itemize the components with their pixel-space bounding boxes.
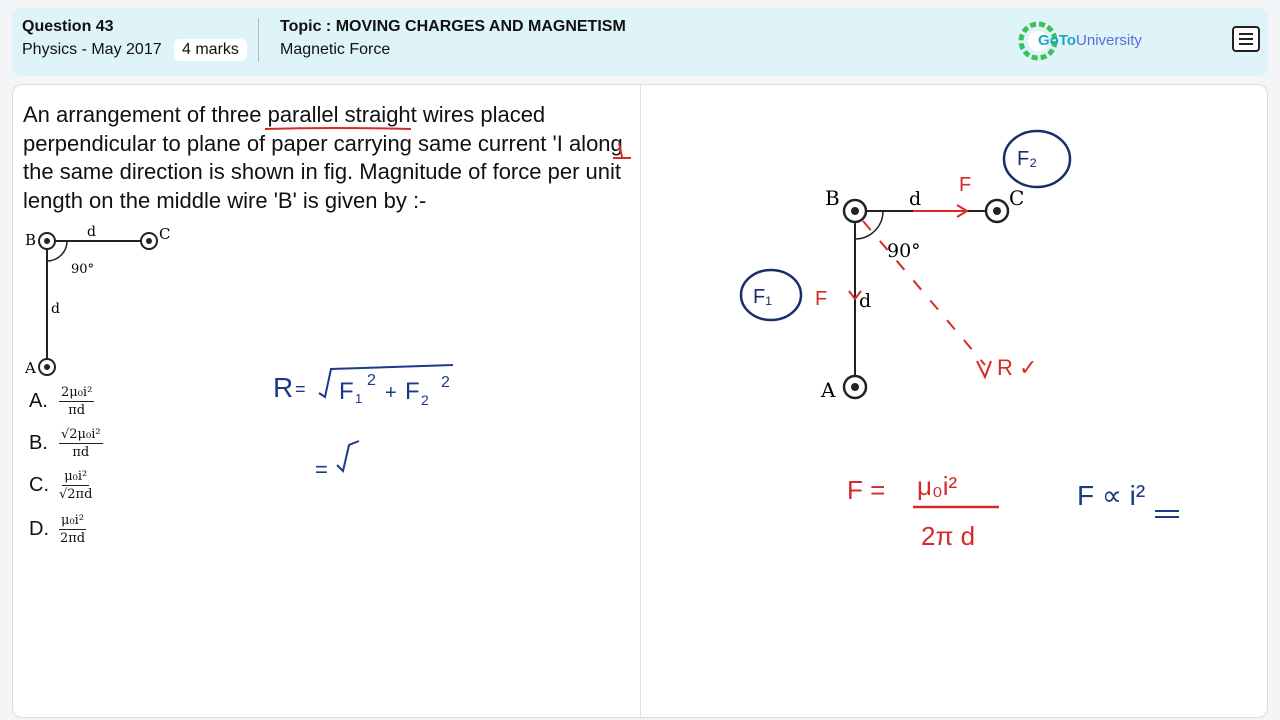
option-b-label: B. [29, 431, 48, 454]
menu-icon-line [1239, 33, 1253, 35]
right-label-c: C [1009, 186, 1025, 210]
option-a-denominator: πd [68, 402, 86, 418]
option-a-fraction [59, 385, 94, 418]
option-b[interactable] [29, 423, 103, 463]
logo-text-goto: GoTo [1038, 32, 1077, 49]
header-bar [12, 8, 1268, 76]
question-card [12, 84, 1268, 718]
proportionality-handwriting [1073, 471, 1213, 531]
question-title: Question 43 [22, 18, 114, 35]
menu-icon-line [1239, 43, 1253, 45]
resultant-dashed-line [863, 221, 985, 365]
option-c-numerator: μ₀i² [64, 468, 88, 484]
wire-arrangement-figure [21, 225, 191, 385]
force-formula-handwriting [843, 465, 1023, 555]
right-angle-label: 90° [887, 240, 921, 262]
fig-angle-label: 90° [71, 262, 95, 277]
logo-text-university: University [1076, 32, 1142, 49]
formula-denominator: 2π d [921, 521, 976, 551]
f2-circle [1004, 131, 1070, 187]
fig-label-d-top: d [87, 224, 96, 240]
option-c-fraction [59, 469, 92, 502]
option-b-fraction [59, 427, 103, 460]
hw-sq2: 2 [441, 374, 450, 391]
f1-label: F₁ [753, 286, 772, 308]
option-d-label: D. [29, 517, 49, 540]
fig-label-d-side: d [51, 301, 60, 317]
red-R-check: R ✓ [997, 355, 1038, 380]
hw-eq: = [295, 379, 306, 399]
option-b-numerator: √2μ₀i² [61, 426, 101, 442]
hw-sub1: 1 [355, 391, 363, 406]
right-label-d-top: d [909, 188, 922, 210]
fig-label-b: B [25, 231, 37, 249]
option-d-numerator: μ₀i² [61, 512, 85, 528]
annotated-figure [713, 115, 1113, 415]
prop-text: F ∝ i² [1077, 480, 1146, 511]
hamburger-menu-button[interactable] [1232, 26, 1260, 52]
option-c-label: C. [29, 473, 49, 496]
right-label-b: B [825, 186, 840, 210]
hw-F1: F [339, 378, 354, 405]
topic-title: Topic : MOVING CHARGES AND MAGNETISM [280, 18, 626, 35]
right-label-d-side: d [859, 290, 872, 312]
hw-plus: + [385, 382, 397, 404]
fig-label-a: A [25, 359, 36, 377]
hw-sub2: 2 [421, 392, 429, 408]
red-underline-annotations [13, 85, 641, 225]
right-label-a: A [821, 378, 836, 402]
formula-lhs: F = [847, 475, 886, 505]
option-b-denominator: πd [72, 444, 90, 460]
hw-sq1: 2 [367, 372, 376, 389]
subtopic: Magnetic Force [280, 41, 391, 58]
f2-label: F₂ [1017, 148, 1037, 170]
resultant-handwriting [263, 355, 483, 495]
exam-session: Physics - May 2017 [22, 41, 162, 58]
hw-eq2: = [315, 457, 328, 482]
sqrt-sign-icon [337, 441, 359, 471]
fig-label-c: C [159, 225, 171, 243]
menu-icon-line [1239, 38, 1253, 40]
marks-badge: 4 marks [174, 39, 247, 61]
option-d-fraction [59, 513, 86, 546]
option-c-denominator: √2πd [59, 486, 93, 502]
option-a-numerator: 2μ₀i² [61, 384, 93, 400]
question-text: An arrangement of three parallel straight wires placed perpendicular to plane of paper carrying same current 'I along the same direction is shown in fig. Magnitude of force per unit length on the middle wire 'B' is given by :- [23, 102, 623, 213]
option-d-denominator: 2πd [59, 530, 86, 546]
option-c[interactable] [29, 465, 92, 505]
header-divider [258, 18, 259, 62]
option-d[interactable] [29, 509, 86, 549]
red-F-side: F [815, 288, 828, 310]
option-a[interactable] [29, 381, 94, 421]
hw-R: R [273, 372, 294, 403]
red-F-top: F [959, 174, 972, 196]
hw-F2: F [405, 378, 420, 405]
logo-text[interactable] [1038, 32, 1142, 49]
formula-numerator: μ₀i² [917, 471, 958, 501]
option-a-label: A. [29, 389, 48, 412]
